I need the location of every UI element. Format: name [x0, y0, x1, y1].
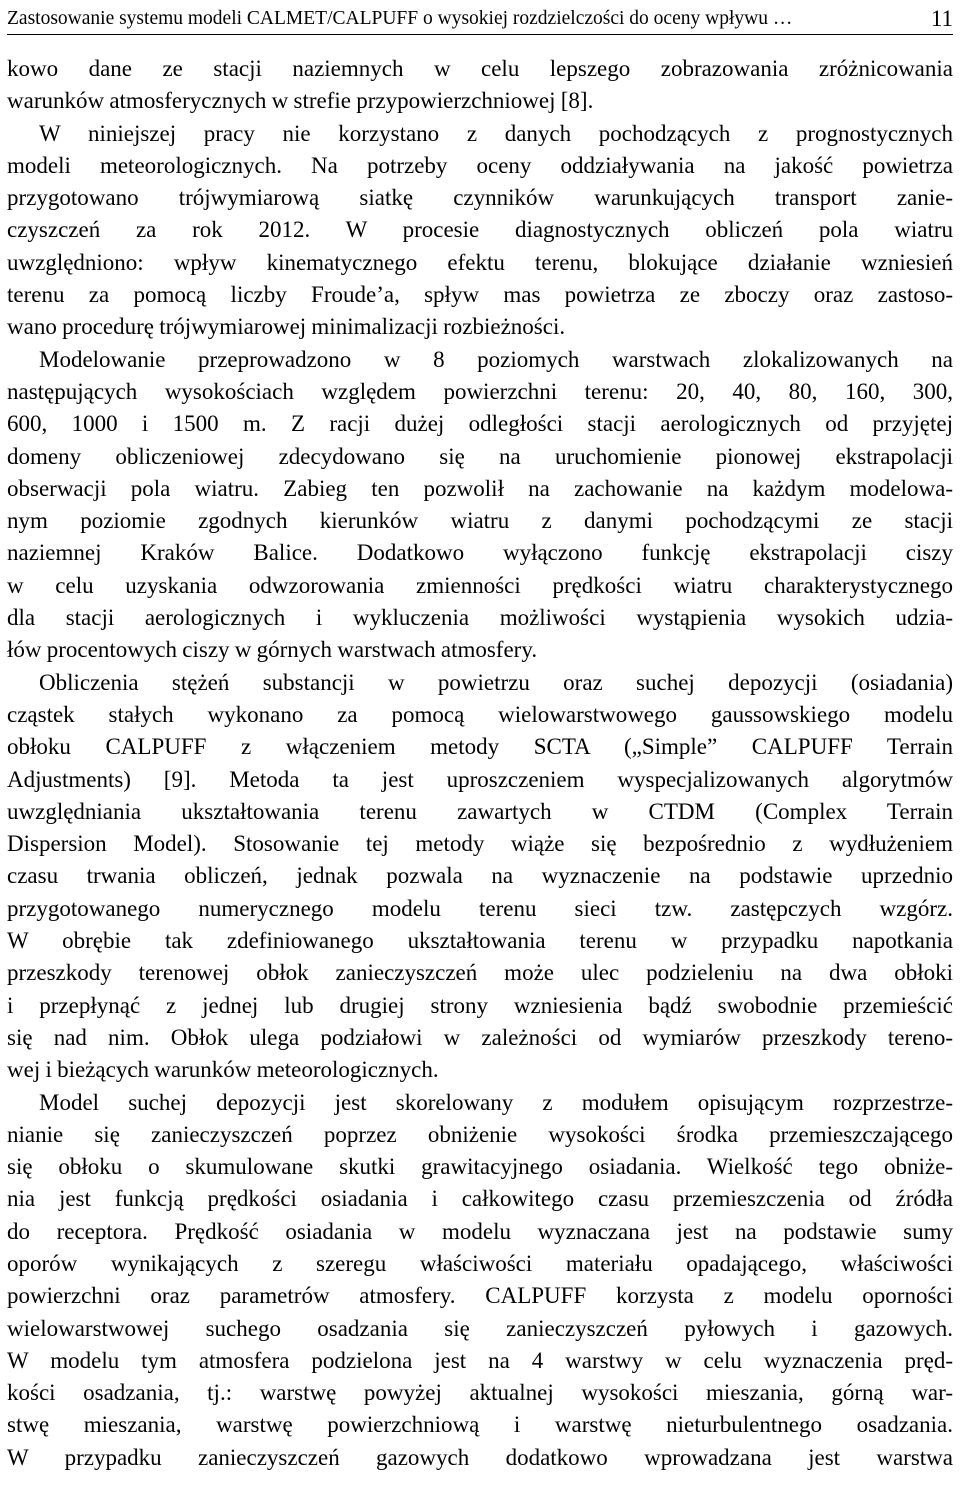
- text-line: uwzględniania ukształtowania terenu zawartych w CTDM (Complex Terrain: [7, 798, 953, 824]
- text-line: stwę mieszania, warstwę powierzchniową i warstwę nieturbulentnego osadzania.: [7, 1412, 953, 1438]
- text-line: wielowarstwowej suchego osadzania się zanieczyszczeń pyłowych i gazowych.: [7, 1315, 953, 1341]
- text-line: powierzchni oraz parametrów atmosfery. CALPUFF korzysta z modelu oporności: [7, 1283, 953, 1309]
- text-line: dla stacji aerologicznych i wykluczenia możliwości wystąpienia wysokich udzia-: [7, 605, 953, 631]
- body-text: [7, 53, 953, 1474]
- text-line: domeny obliczeniowej zdecydowano się na uruchomienie pionowej ekstrapolacji: [7, 443, 953, 469]
- text-line: do receptora. Prędkość osiadania w modelu wyznaczana jest na podstawie sumy: [7, 1218, 953, 1244]
- text-line: czyszczeń za rok 2012. W procesie diagnostycznych obliczeń pola wiatru: [7, 217, 953, 243]
- text-line: W niniejszej pracy nie korzystano z danych pochodzących z prognostycznych: [39, 120, 953, 146]
- text-line: kości osadzania, tj.: warstwę powyżej aktualnej wysokości mieszania, górną war-: [7, 1380, 953, 1406]
- text-line: wej i bieżących warunków meteorologicznych.: [7, 1057, 439, 1083]
- text-line: warunków atmosferycznych w strefie przypowierzchniowej [8].: [7, 88, 594, 114]
- text-line: kowo dane ze stacji naziemnych w celu lepszego zobrazowania zróżnicowania: [7, 56, 953, 81]
- text-line: Adjustments) [9]. Metoda ta jest uproszczeniem wyspecjalizowanych algorytmów: [7, 766, 953, 792]
- running-title: Zastosowanie systemu modeli CALMET/CALPUFF o wysokiej rozdzielczości do oceny wpływu …: [7, 8, 793, 29]
- text-line: wano procedurę trójwymiarowej minimalizacji rozbieżności.: [7, 314, 566, 340]
- text-line: przygotowanego numerycznego modelu terenu sieci tzw. zastępczych wzgórz.: [7, 895, 953, 921]
- text-line: nia jest funkcją prędkości osiadania i całkowitego czasu przemieszczenia od źródła: [7, 1186, 953, 1212]
- text-line: Obliczenia stężeń substancji w powietrzu oraz suchej depozycji (osiadania): [39, 669, 953, 695]
- text-line: W modelu tym atmosfera podzielona jest na 4 warstwy w celu wyznaczenia pręd-: [7, 1347, 953, 1373]
- text-line: przeszkody terenowej obłok zanieczyszczeń może ulec podzieleniu na dwa obłoki: [7, 960, 953, 986]
- text-line: Dispersion Model). Stosowanie tej metody wiąże się bezpośrednio z wydłużeniem: [7, 831, 953, 857]
- text-line: W przypadku zanieczyszczeń gazowych dodatkowo wprowadzana jest warstwa: [7, 1444, 953, 1470]
- text-line: łów procentowych ciszy w górnych warstwach atmosfery.: [7, 637, 538, 663]
- page-number: 11: [930, 6, 953, 31]
- text-line: terenu za pomocą liczby Froude’a, spływ mas powietrza ze zboczy oraz zastoso-: [7, 282, 953, 308]
- text-line: Model suchej depozycji jest skorelowany z modułem opisującym rozprzestrze-: [39, 1089, 953, 1115]
- text-line: uwzględniono: wpływ kinematycznego efektu terenu, blokujące działanie wzniesień: [7, 249, 953, 275]
- text-line: Modelowanie przeprowadzono w 8 poziomych warstwach zlokalizowanych na: [39, 346, 953, 372]
- text-line: się nad nim. Obłok ulega podziałowi w zależności od wymiarów przeszkody tereno-: [7, 1024, 953, 1050]
- text-line: się obłoku o skumulowane skutki grawitacyjnego osiadania. Wielkość tego obniże-: [7, 1154, 953, 1180]
- text-line: następujących wysokościach względem powierzchni terenu: 20, 40, 80, 160, 300,: [7, 378, 953, 404]
- text-line: oporów wynikających z szeregu właściwości materiału opadającego, właściwości: [7, 1250, 953, 1276]
- text-line: przygotowano trójwymiarową siatkę czynników warunkujących transport zanie-: [7, 185, 953, 211]
- text-line: czasu trwania obliczeń, jednak pozwala na wyznaczenie na podstawie uprzednio: [7, 863, 953, 889]
- text-line: obłoku CALPUFF z włączeniem metody SCTA („Simple” CALPUFF Terrain: [7, 734, 953, 760]
- header-rule: [7, 34, 953, 35]
- text-line: W obrębie tak zdefiniowanego ukształtowania terenu w przypadku napotkania: [7, 928, 953, 954]
- text-line: naziemnej Kraków Balice. Dodatkowo wyłączono funkcję ekstrapolacji ciszy: [7, 540, 953, 566]
- text-line: w celu uzyskania odwzorowania zmienności prędkości wiatru charakterystycznego: [7, 572, 953, 598]
- text-line: i przepłynąć z jednej lub drugiej strony wzniesienia bądź swobodnie przemieścić: [7, 992, 953, 1018]
- text-line: 600, 1000 i 1500 m. Z racji dużej odległości stacji aerologicznych od przyjętej: [7, 411, 953, 437]
- text-line: nym poziomie zgodnych kierunków wiatru z danymi pochodzącymi ze stacji: [7, 508, 953, 534]
- text-line: cząstek stałych wykonano za pomocą wielowarstwowego gaussowskiego modelu: [7, 701, 953, 727]
- text-line: obserwacji pola wiatru. Zabieg ten pozwolił na zachowanie na każdym modelowa-: [7, 475, 953, 501]
- running-header: [7, 4, 953, 34]
- text-line: nianie się zanieczyszczeń poprzez obniżenie wysokości środka przemieszczającego: [7, 1121, 953, 1147]
- text-line: modeli meteorologicznych. Na potrzeby oceny oddziaływania na jakość powietrza: [7, 152, 953, 178]
